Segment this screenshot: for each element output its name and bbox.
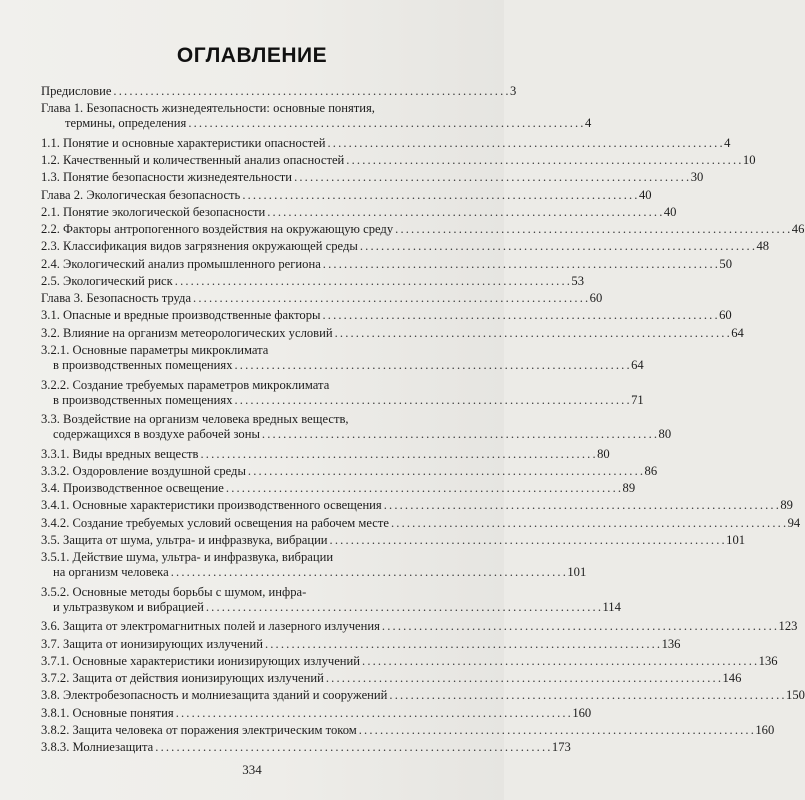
page-number: 334 xyxy=(242,762,262,777)
toc-entry-title: 3.7. Защита от ионизирующих излучений xyxy=(41,636,263,651)
toc-entry xyxy=(41,584,621,617)
toc-entry-title: 1.3. Понятие безопасности жизнедеятельности xyxy=(41,170,293,185)
dot-leader xyxy=(322,308,717,323)
toc-entry-title: 3.4.1. Основные характеристики производственного освещения xyxy=(41,498,382,513)
toc-entry xyxy=(41,463,658,479)
dot-leader xyxy=(200,447,595,462)
toc-page-number: 64 xyxy=(731,325,744,340)
toc-page-number: 150 xyxy=(786,688,805,703)
toc-entry-title: 2.5. Экологический риск xyxy=(41,273,173,288)
toc-entry xyxy=(41,377,644,410)
toc-entry xyxy=(41,273,584,289)
dot-leader xyxy=(176,706,571,721)
toc-entry xyxy=(41,550,587,582)
dot-leader xyxy=(155,740,550,755)
dot-leader xyxy=(113,84,508,99)
toc-page-number: 146 xyxy=(722,671,742,686)
toc-page-number: 101 xyxy=(567,565,587,580)
toc-entry xyxy=(41,153,756,168)
toc-page-number: 86 xyxy=(644,463,658,478)
toc-entry xyxy=(41,239,770,254)
dot-leader xyxy=(382,619,777,634)
toc-page-number: 136 xyxy=(758,653,778,668)
dot-leader xyxy=(267,205,662,220)
dot-leader xyxy=(193,291,588,306)
toc-entry xyxy=(41,498,793,513)
toc-page-number: 3 xyxy=(510,84,517,98)
toc-entry-title: Глава 2. Экологическая безопасность xyxy=(41,187,241,202)
toc-entry-title: 3.4. Производственное освещение xyxy=(41,481,224,496)
toc-entry-title: 3.4.2. Создание требуемых условий освещения на рабочем месте xyxy=(41,515,389,530)
toc-entry xyxy=(41,671,742,686)
toc-page-number: 46 xyxy=(791,222,805,237)
toc-entry-title: 3.8.2. Защита человека от поражения электрическим током xyxy=(41,722,357,737)
dot-leader xyxy=(362,654,757,669)
dot-leader xyxy=(359,723,754,738)
toc-entry xyxy=(41,291,603,306)
toc-page-number: 173 xyxy=(551,740,571,755)
dot-leader xyxy=(206,600,601,614)
toc-page-number: 80 xyxy=(658,427,672,442)
dot-leader xyxy=(294,170,689,185)
toc-entry-title: 3.7.2. Защита от действия ионизирующих излучений xyxy=(41,671,324,686)
toc-entry xyxy=(41,135,731,151)
toc-entry xyxy=(41,412,672,444)
toc-page-number: 89 xyxy=(780,498,793,513)
toc-page-number: 53 xyxy=(571,273,584,288)
toc-entry-title: 3.2.1. Основные параметры микроклимата xyxy=(41,342,269,357)
toc-entry-title-continued: термины, определения xyxy=(65,116,187,131)
toc-entry xyxy=(41,308,732,323)
toc-entry xyxy=(41,342,644,375)
toc-page-number: 71 xyxy=(631,392,644,407)
toc-entry-title: Глава 1. Безопасность жизнедеятельности: основные понятия, xyxy=(41,101,375,116)
toc-page-number: 114 xyxy=(602,599,621,614)
toc-entry-title: 3.5.2. Основные методы борьбы с шумом, инфра- xyxy=(41,584,307,599)
table-of-contents xyxy=(41,84,805,757)
toc-page-number: 60 xyxy=(719,308,732,323)
toc-page-number: 60 xyxy=(589,291,603,306)
toc-entry xyxy=(41,170,704,185)
toc-entry xyxy=(41,204,677,220)
dot-leader xyxy=(226,481,621,496)
dot-leader xyxy=(389,688,784,703)
toc-entry-title-continued: и ультразвуком и вибрацией xyxy=(53,599,204,614)
toc-entry xyxy=(41,688,805,703)
toc-entry xyxy=(41,446,610,462)
toc-entry-title: 3.6. Защита от электромагнитных полей и лазерного излучения xyxy=(41,619,380,634)
toc-page-number: 4 xyxy=(584,116,592,131)
dot-leader xyxy=(242,188,637,203)
toc-page-number: 48 xyxy=(756,239,770,254)
toc-entry xyxy=(41,636,681,652)
toc-entry xyxy=(41,515,801,531)
toc-entry-title: 2.4. Экологический анализ промышленного региона xyxy=(41,256,321,271)
toc-entry-title: 2.1. Понятие экологической безопасности xyxy=(41,204,266,219)
toc-page-number: 136 xyxy=(661,636,681,651)
toc-page-number: 160 xyxy=(755,722,775,737)
toc-entry xyxy=(41,84,517,99)
dot-leader xyxy=(235,393,630,407)
dot-leader xyxy=(335,326,730,341)
toc-entry-title: 3.7.1. Основные характеристики ионизирующих излучений xyxy=(41,653,361,668)
toc-page-number: 160 xyxy=(572,705,592,720)
toc-page-number: 89 xyxy=(622,481,636,496)
toc-entry-title-continued: содержащихся в воздухе рабочей зоны xyxy=(53,427,260,442)
toc-page-number: 94 xyxy=(787,515,801,530)
toc-entry xyxy=(41,222,805,237)
toc-entry xyxy=(41,101,592,133)
toc-entry-title: 3.2. Влияние на организм метеорологических условий xyxy=(41,325,333,340)
toc-entry xyxy=(41,705,592,721)
toc-entry-title: 3.8.1. Основные понятия xyxy=(41,705,174,720)
toc-page-number: 40 xyxy=(663,204,677,219)
dot-leader xyxy=(346,153,741,168)
dot-leader xyxy=(330,533,725,548)
dot-leader xyxy=(171,565,566,579)
toc-entry xyxy=(41,740,571,755)
toc-page-number: 80 xyxy=(597,446,610,461)
toc-entry-title-continued: в производственных помещениях xyxy=(53,357,233,372)
dot-leader xyxy=(248,464,643,479)
dot-leader xyxy=(323,257,718,272)
toc-entry-title: 3.3. Воздействие на организм человека вредных веществ, xyxy=(41,412,349,427)
toc-entry-title: 3.8. Электробезопасность и молниезащита зданий и сооружений xyxy=(41,688,388,703)
toc-page-number: 10 xyxy=(742,153,756,168)
dot-leader xyxy=(326,671,721,686)
dot-leader xyxy=(360,239,755,254)
toc-entry-title: 3.3.2. Оздоровление воздушной среды xyxy=(41,463,246,478)
toc-entry-title-continued: на организм человека xyxy=(53,565,169,580)
toc-entry-title: 2.2. Факторы антропогенного воздействия на окружающую среду xyxy=(41,222,394,237)
toc-entry-title: 1.1. Понятие и основные характеристики опасностей xyxy=(41,135,326,150)
toc-entry-title: 2.3. Классификация видов загрязнения окружающей среды xyxy=(41,239,358,254)
toc-entry-title-continued: в производственных помещениях xyxy=(53,392,233,407)
toc-entry-title: 3.5. Защита от шума, ультра- и инфразвука, вибрации xyxy=(41,532,328,547)
toc-entry-title: 3.5.1. Действие шума, ультра- и инфразвука, вибрации xyxy=(41,550,334,565)
toc-page-number: 64 xyxy=(631,357,644,372)
dot-leader xyxy=(175,274,570,289)
toc-entry xyxy=(41,619,798,634)
toc-entry xyxy=(41,187,652,203)
toc-entry-title: Глава 3. Безопасность труда xyxy=(41,291,192,306)
toc-entry xyxy=(41,653,778,669)
toc-entry xyxy=(41,256,733,272)
dot-leader xyxy=(262,427,657,441)
toc-entry-title: 3.3.1. Виды вредных веществ xyxy=(41,446,199,461)
toc-entry-title: 1.2. Качественный и количественный анализ опасностей xyxy=(41,153,345,168)
dot-leader xyxy=(395,222,790,237)
toc-entry xyxy=(41,325,744,341)
toc-entry-title: Предисловие xyxy=(41,84,112,98)
dot-leader xyxy=(188,116,583,130)
dot-leader xyxy=(265,637,660,652)
toc-page-number: 101 xyxy=(726,532,746,547)
toc-entry xyxy=(41,481,636,496)
toc-page-number: 40 xyxy=(638,187,652,202)
toc-entry xyxy=(41,722,775,738)
dot-leader xyxy=(235,358,630,372)
toc-entry-title: 3.2.2. Создание требуемых параметров микроклимата xyxy=(41,377,330,392)
dot-leader xyxy=(391,516,786,531)
toc-page-number: 30 xyxy=(690,170,704,185)
toc-entry xyxy=(41,532,746,548)
dot-leader xyxy=(327,136,722,151)
toc-entry-title: 3.1. Опасные и вредные производственные факторы xyxy=(41,308,321,323)
toc-page-number: 4 xyxy=(724,135,731,150)
toc-page-number: 123 xyxy=(778,619,798,634)
toc-page-number: 50 xyxy=(719,256,733,271)
toc-entry-title: 3.8.3. Молниезащита xyxy=(41,740,154,755)
dot-leader xyxy=(384,498,779,513)
page-title: ОГЛАВЛЕНИЕ xyxy=(176,44,328,67)
